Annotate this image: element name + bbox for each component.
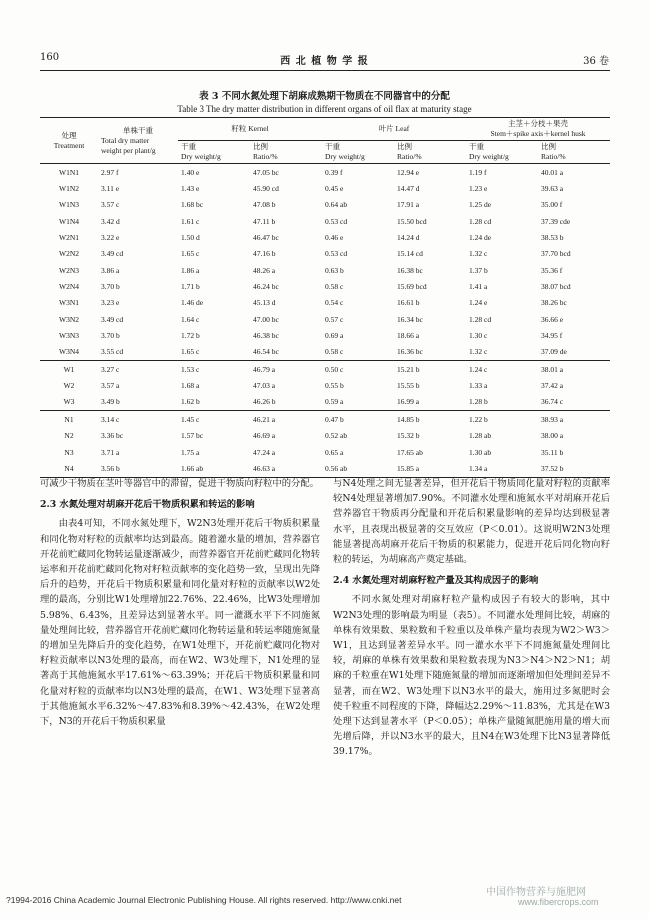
kdw-cell: 1.40 e: [181, 167, 200, 177]
lr-cell: 12.94 e: [397, 167, 420, 177]
header-stem: 主茎＋分枝＋果壳 Stem＋spike axis＋kernel husk: [466, 118, 610, 141]
total-cell: 3.42 d: [101, 216, 120, 226]
treatment-cell: W3N2: [59, 314, 79, 324]
lr-cell: 15.50 bcd: [397, 216, 427, 226]
treatment-cell: W2N3: [59, 265, 79, 275]
table-row: [40, 180, 610, 196]
lr-cell: 15.14 cd: [397, 249, 423, 259]
ldw-cell: 0.46 e: [325, 233, 344, 243]
kr-cell: 46.79 a: [250, 361, 322, 378]
kr-cell: 46.26 b: [253, 397, 276, 407]
kdw-cell: 1.57 bc: [181, 431, 204, 441]
kdw-cell: 1.65 c: [181, 249, 200, 259]
total-cell: 3.49 cd: [101, 249, 124, 259]
sdw-cell: 1.32 c: [469, 347, 488, 357]
lr-cell: 17.91 a: [397, 200, 420, 210]
sdw-cell: 1.28 b: [469, 397, 488, 407]
header-leaf-ratio: 比例 Ratio/%: [397, 142, 422, 161]
lr-cell: 16.99 a: [397, 397, 420, 407]
sr-cell: 38.01 a: [538, 361, 610, 378]
dry-matter-table: [40, 117, 610, 478]
lr-cell: 16.36 bc: [397, 347, 423, 357]
ldw-cell: 0.59 a: [325, 397, 344, 407]
table-row: [40, 246, 610, 262]
sr-cell: 37.39 cde: [541, 216, 571, 226]
ldw-cell: 0.69 a: [325, 331, 344, 341]
sr-cell: 40.01 a: [541, 167, 564, 177]
total-cell: 3.71 a: [101, 447, 120, 457]
treatment-cell: W2: [63, 381, 75, 391]
ldw-cell: 0.65 a: [325, 447, 344, 457]
treatment-cell: N1: [40, 411, 98, 428]
header-stem-ratio: 比例 Ratio/%: [541, 142, 566, 161]
table-row: [40, 262, 610, 278]
treatment-cell: W1N3: [59, 200, 79, 210]
kr-cell: 47.24 a: [253, 447, 276, 457]
sdw-cell: 1.28 cd: [469, 216, 492, 226]
ldw-cell: 0.39 f: [325, 167, 343, 177]
kdw-cell: 1.68 a: [181, 381, 200, 391]
kdw-cell: 1.61 c: [181, 216, 200, 226]
watermark: 中国作物营养与施肥网: [486, 887, 586, 898]
treatment-cell: W3N3: [59, 331, 79, 341]
lr-cell: 15.55 b: [397, 381, 420, 391]
watermark-url: www.fibercrops.com: [518, 897, 599, 907]
kdw-cell: 1.71 b: [181, 282, 200, 292]
header-total: 单株干重 Total dry matter weight per plant/g: [101, 125, 156, 155]
kr-cell: 45.90 cd: [253, 184, 279, 194]
ldw-cell: 0.56 ab: [325, 463, 348, 473]
kdw-cell: 1.66 ab: [181, 463, 204, 473]
kr-cell: 46.24 bc: [253, 282, 279, 292]
header-kernel: 籽粒 Kernel: [178, 118, 322, 141]
sr-cell: 35.00 f: [541, 200, 563, 210]
sdw-cell: 1.24 c: [466, 361, 538, 378]
treatment-cell: W2N4: [59, 282, 79, 292]
kdw-cell: 1.64 c: [181, 314, 200, 324]
table-row: [40, 295, 610, 311]
sdw-cell: 1.34 a: [469, 463, 488, 473]
treatment-cell: W1N2: [59, 184, 79, 194]
table-row: [40, 278, 610, 294]
ldw-cell: 0.55 b: [325, 381, 344, 391]
ldw-cell: 0.64 ab: [325, 200, 348, 210]
sr-cell: 38.26 bc: [541, 298, 567, 308]
copyright-footer: ?1994-2016 China Academic Journal Electronic Publishing House. All rights reserved. http://www.cnki.net: [6, 895, 402, 905]
header-stem-dw: 干重 Dry weight/g: [469, 142, 509, 161]
table-caption-cn: 表 3 不同水氮处理下胡麻成熟期干物质在不同器官中的分配: [199, 91, 450, 102]
ldw-cell: 0.63 b: [325, 265, 344, 275]
total-cell: 2.97 f: [101, 167, 119, 177]
treatment-cell: W1N1: [59, 167, 79, 177]
treatment-cell: W3N1: [59, 298, 79, 308]
ldw-cell: 0.58 c: [325, 347, 344, 357]
sdw-cell: 1.19 f: [469, 167, 487, 177]
section-heading: 2.3 水氮处理对胡麻开花后干物质积累和转运的影响: [40, 499, 255, 511]
sdw-cell: 1.30 ab: [469, 447, 492, 457]
sr-cell: 39.63 a: [541, 184, 564, 194]
kdw-cell: 1.45 c: [178, 411, 250, 428]
total-cell: 3.70 b: [101, 331, 120, 341]
header-kernel-dw: 干重 Dry weight/g: [181, 142, 221, 161]
total-cell: 3.11 e: [101, 184, 120, 194]
total-cell: 3.27 c: [98, 361, 178, 378]
lr-cell: 17.65 ab: [397, 447, 423, 457]
ldw-cell: 0.57 c: [325, 314, 344, 324]
kr-cell: 46.63 a: [253, 463, 276, 473]
treatment-cell: W3: [63, 397, 75, 407]
sr-cell: 38.00 a: [541, 431, 564, 441]
lr-cell: 16.38 bc: [397, 265, 423, 275]
table-row: [40, 197, 610, 213]
table-row: [40, 327, 610, 343]
sr-cell: 37.52 b: [541, 463, 564, 473]
table-row: [40, 428, 610, 444]
lr-cell: 16.34 bc: [397, 314, 423, 324]
kr-cell: 47.00 bc: [253, 314, 279, 324]
total-cell: 3.22 e: [101, 233, 120, 243]
total-cell: 3.57 a: [101, 381, 120, 391]
ldw-cell: 0.52 ab: [325, 431, 348, 441]
sr-cell: 35.36 f: [541, 265, 563, 275]
header-leaf: 叶片 Leaf: [322, 118, 466, 141]
sdw-cell: 1.28 ab: [469, 431, 492, 441]
kdw-cell: 1.53 c: [178, 361, 250, 378]
kr-cell: 47.05 bc: [253, 167, 279, 177]
total-cell: 3.56 b: [101, 463, 120, 473]
kdw-cell: 1.72 b: [181, 331, 200, 341]
sdw-cell: 1.25 de: [469, 200, 492, 210]
total-cell: 3.70 b: [101, 282, 120, 292]
sdw-cell: 1.30 c: [469, 331, 488, 341]
page-number: 160: [40, 52, 60, 63]
table-row: [40, 164, 610, 181]
table-row: [40, 411, 610, 428]
treatment-cell: W3N4: [59, 347, 79, 357]
kdw-cell: 1.75 a: [181, 447, 200, 457]
kdw-cell: 1.50 d: [181, 233, 200, 243]
lr-cell: 15.85 a: [397, 463, 420, 473]
sr-cell: 38.53 b: [541, 233, 564, 243]
total-cell: 3.57 c: [101, 200, 120, 210]
treatment-cell: N2: [64, 431, 74, 441]
lr-cell: 15.21 b: [394, 361, 466, 378]
sr-cell: 37.42 a: [541, 381, 564, 391]
treatment-cell: N3: [64, 447, 74, 457]
kr-cell: 45.13 d: [253, 298, 276, 308]
total-cell: 3.14 c: [98, 411, 178, 428]
table-body: [40, 164, 610, 478]
lr-cell: 15.69 bcd: [397, 282, 427, 292]
table-row: [40, 394, 610, 411]
table-row: [40, 213, 610, 229]
table-caption-en: Table 3 The dry matter distribution in different organs of oil flax at maturity stage: [177, 104, 472, 114]
kdw-cell: 1.43 e: [181, 184, 200, 194]
section-heading: 2.4 水氮处理对胡麻籽粒产量及其构成因子的影响: [333, 575, 539, 587]
paragraph: 可减少干物质在茎叶等器官中的滞留，促进干物质向籽粒中的分配。: [40, 478, 319, 489]
total-cell: 3.36 bc: [101, 431, 124, 441]
header-rule: [40, 70, 610, 71]
sdw-cell: 1.33 a: [469, 381, 488, 391]
sdw-cell: 1.41 a: [469, 282, 488, 292]
kr-cell: 46.21 a: [250, 411, 322, 428]
kdw-cell: 1.62 b: [181, 397, 200, 407]
kr-cell: 46.38 bc: [253, 331, 279, 341]
treatment-cell: W1: [40, 361, 98, 378]
sdw-cell: 1.24 de: [469, 233, 492, 243]
lr-cell: 14.85 b: [394, 411, 466, 428]
sr-cell: 37.09 de: [541, 347, 567, 357]
ldw-cell: 0.45 e: [325, 184, 344, 194]
table-row: [40, 377, 610, 393]
kdw-cell: 1.65 c: [181, 347, 200, 357]
ldw-cell: 0.54 c: [325, 298, 344, 308]
header-kernel-ratio: 比例 Ratio/%: [253, 142, 278, 161]
ldw-cell: 0.47 b: [322, 411, 394, 428]
paragraph: 不同水氮处理对胡麻籽粒产量构成因子有较大的影响，其中W2N3处理的影响最为明显（表5）。不同灌水处理间比较，胡麻的单株有效果数、果粒数和千粒重以及单株产量均表现为W2＞W3＞W1，且达到显著差异水平。同一灌水水平下不同施氮量处理间比较，胡麻的单株有效果数和果粒数表现为N3＞N4＞N2＞N1；胡麻的千粒重在W1处理下随施氮量的增加而逐渐增加但处理间差异不显著，而在W2、W3处理下以N3水平的最大，施用过多氮肥时会使千粒重不同程度的下降，降幅达2.29%～11.83%，尤其是在W3处理下达到显著水平（P＜0.05）；单株产量随氮肥施用量的增大而先增后降，并以N3水平的最大，且N4在W3处理下比N3显著降低39.17%。: [333, 594, 610, 758]
treatment-cell: W2N2: [59, 249, 79, 259]
sdw-cell: 1.23 e: [469, 184, 488, 194]
sr-cell: 34.95 f: [541, 331, 563, 341]
table-row: [40, 361, 610, 378]
paragraph: 由表4可知，不同水氮处理下，W2N3处理开花后干物质积累量和同化物对籽粒的贡献率均达到最高。随着灌水量的增加，营养器官开花前贮藏同化物转运量逐渐减少，而营养器官开花前贮藏同化物转运率和开花前贮藏同化物对籽粒贡献率的变化趋势一致，呈现出先降后升的趋势，开花后干物质积累量和同化量对籽粒的贡献率以W2处理的最高，分别比W1处理增加22.76%、22.46%，比W3处理增加5.98%、6.43%，且差异达到显著水平。同一灌溉水平下不同施氮量处理间比较，营养器官开花前贮藏同化物转运量和转运率随施氮量的增加呈先降后升的变化趋势，在W1处理下，开花前贮藏同化物对籽粒贡献率以N3处理的最高，而在W2、W3处理下，N1处理的显著高于其他施氮水平17.61%～63.39%；开花后干物质积累量和同化量对籽粒的贡献率均以N3处理的最高，在W1、W3处理下显著高于其他施氮水平6.32%～47.83%和8.39%～42.43%，在W2处理下，N3的开花后干物质积累量: [40, 518, 320, 728]
total-cell: 3.23 e: [101, 298, 120, 308]
lr-cell: 18.66 a: [397, 331, 420, 341]
sr-cell: 38.93 a: [538, 411, 610, 428]
ldw-cell: 0.53 cd: [325, 216, 348, 226]
kr-cell: 46.69 a: [253, 431, 276, 441]
ldw-cell: 0.53 cd: [325, 249, 348, 259]
table-row: [40, 311, 610, 327]
table-row: [40, 229, 610, 245]
left-column: [40, 476, 320, 729]
total-cell: 3.49 b: [101, 397, 120, 407]
ldw-cell: 0.58 c: [325, 282, 344, 292]
treatment-cell: W1N4: [59, 216, 79, 226]
table-row: [40, 444, 610, 460]
volume: 36 卷: [583, 56, 609, 67]
lr-cell: 14.24 d: [397, 233, 420, 243]
kr-cell: 47.08 b: [253, 200, 276, 210]
ldw-cell: 0.50 c: [322, 361, 394, 378]
sr-cell: 35.11 b: [541, 447, 564, 457]
kdw-cell: 1.68 bc: [181, 200, 204, 210]
kdw-cell: 1.46 de: [181, 298, 204, 308]
sr-cell: 37.70 bcd: [541, 249, 571, 259]
treatment-cell: W2N1: [59, 233, 79, 243]
sdw-cell: 1.28 cd: [469, 314, 492, 324]
kr-cell: 47.03 a: [253, 381, 276, 391]
header-treatment: 处理 Treatment: [53, 130, 85, 150]
sdw-cell: 1.22 b: [466, 411, 538, 428]
lr-cell: 16.61 b: [397, 298, 420, 308]
kr-cell: 46.54 bc: [253, 347, 279, 357]
header-leaf-dw: 干重 Dry weight/g: [325, 142, 365, 161]
kr-cell: 47.11 b: [253, 216, 276, 226]
treatment-cell: N4: [64, 463, 74, 473]
total-cell: 3.49 cd: [101, 314, 124, 324]
kdw-cell: 1.86 a: [181, 265, 200, 275]
paragraph: 与N4处理之间无显著差异，但开花后干物质同化量对籽粒的贡献率较N4处理显著增加7.90%。不同灌水处理和施氮水平对胡麻开花后营养器官干物质再分配量和开花后积累量影响的差异均达到极显著水平，且表现出极显著的交互效应（P＜0.01）。这说明W2N3处理能显著提高胡麻开花后干物质的积累能力，促进开花后同化物向籽粒的转运，为胡麻高产奠定基础。: [333, 478, 610, 566]
sr-cell: 36.66 e: [541, 314, 564, 324]
sdw-cell: 1.32 c: [469, 249, 488, 259]
right-column: [333, 476, 610, 760]
journal-name: 西 北 植 物 学 报: [280, 56, 369, 67]
sdw-cell: 1.37 b: [469, 265, 488, 275]
lr-cell: 14.47 d: [397, 184, 420, 194]
sr-cell: 38.07 bcd: [541, 282, 571, 292]
kr-cell: 46.47 bc: [253, 233, 279, 243]
total-cell: 3.86 a: [101, 265, 120, 275]
table-row: [40, 344, 610, 361]
sr-cell: 36.74 c: [541, 397, 564, 407]
kr-cell: 48.26 a: [253, 265, 276, 275]
lr-cell: 15.32 b: [397, 431, 420, 441]
kr-cell: 47.16 b: [253, 249, 276, 259]
sdw-cell: 1.24 e: [469, 298, 488, 308]
total-cell: 3.55 cd: [101, 347, 124, 357]
table-row: [40, 460, 610, 477]
